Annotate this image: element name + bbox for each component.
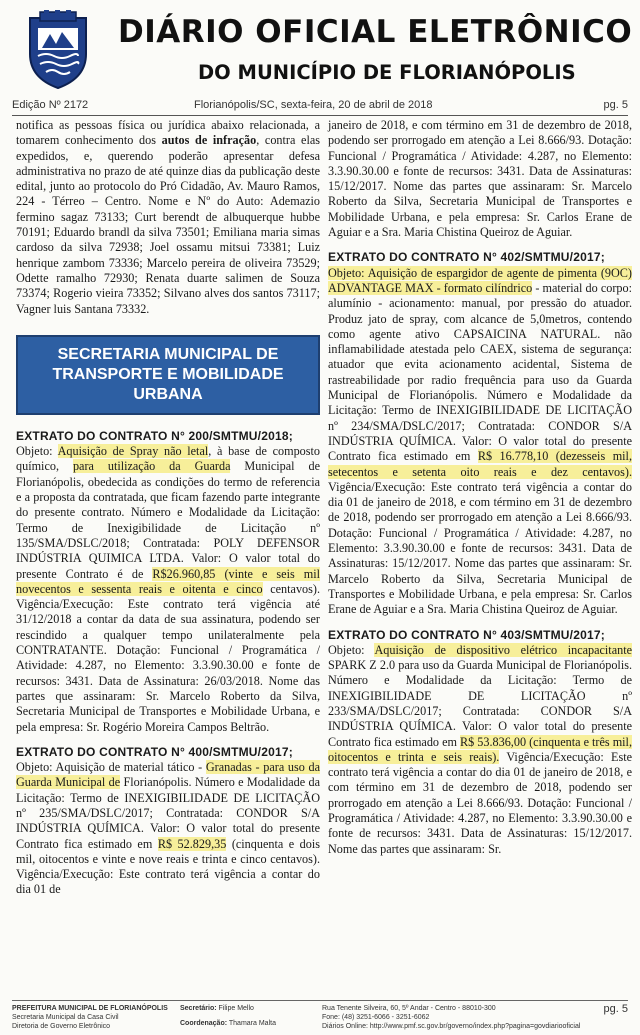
contract-200-title: EXTRATO DO CONTRATO N° 200/SMTMU/2018; xyxy=(16,428,293,443)
contract-403-body: Objeto: Aquisição de dispositivo elétrico incapacitante SPARK Z 2.0 para uso da Guarda Municipal de Florianópolis. Número e Modalidade da Licitação: Termo de INEXIGIBILIDADE DE LICITAÇÃO nº 233/SMA/DSLC/2017; Contratada: CONDOR S/A INDÚSTRIA QUÍMICA. Valor: O valor total do presente Contrato fica estimado em R$ 53.836,00 (cinquenta e três mil, oitocentos e trinta e seis reais). Vigência/Execução: Este contrato terá vigência a contar do dia 01 de janeiro de 2018, e com término em 31 de dezembro de 2018, podendo ser prorrogado em atenção a Lei 8.666/93. Dotação: Funcional / Programática / Atividade: 4.287, no Elemento: 3.3.90.30.00 e fonte de recursos: 3431. Data de Assinaturas: 15/12/2017. Nome das partes que assinaram: Sr. xyxy=(328,642,633,856)
contract-403-title: EXTRATO DO CONTRATO N° 403/SMTMU/2017; xyxy=(328,627,605,642)
highlight: R$ 16.778,10 (dezesseis mil, setecentos e setenta oito reais e dez centavos). xyxy=(328,449,632,479)
section-banner: SECRETARIA MUNICIPAL DE TRANSPORTE E MOBILIDADE URBANA xyxy=(16,335,320,415)
location-date: Florianópolis/SC, sexta-feira, 20 de abril de 2018 xyxy=(194,99,433,111)
highlight: Aquisição de dispositivo elétrico incapacitante xyxy=(374,642,632,657)
right-column xyxy=(328,118,632,857)
masthead xyxy=(0,0,640,95)
footer-org: PREFEITURA MUNICIPAL DE FLORIANÓPOLIS Secretaria Municipal da Casa Civil Diretoria de Governo Eletrônico xyxy=(12,1005,168,1030)
header-divider xyxy=(12,115,628,116)
highlight: Granadas - para uso da Guarda Municipal de xyxy=(16,760,321,790)
footer-site-link[interactable]: Diários Online: http://www.pmf.sc.gov.br/governo/index.php?pagina=govdiariooficial xyxy=(322,1023,581,1030)
municipal-coat-of-arms-icon xyxy=(22,10,94,90)
newspaper-title: DIÁRIO OFICIAL ELETRÔNICO xyxy=(118,14,633,50)
footer-page-number: pg. 5 xyxy=(603,1003,628,1015)
contract-402-title: EXTRATO DO CONTRATO N° 402/SMTMU/2017; xyxy=(328,250,605,265)
page-number: pg. 5 xyxy=(603,99,628,111)
highlight: Aquisição de Spray não letal xyxy=(57,444,209,459)
continued-paragraph: janeiro de 2018, e com término em 31 de dezembro de 2018, podendo ser prorrogado em atenção a Lei 8.666/93. Dotação: Funcional / Programática / Atividade: 4.287, no Elemento: 3.3.90.30.00 e fonte de recursos: 3431. Data de Assinaturas: 15/12/2017. Nome das partes que assinaram: Sr. Marcelo Roberto da Silva, Secretaria Municipal de Transportes e Mobilidade Urbana, e pela empresa: Sr. Carlos Erane de Aguiar e a Sra. Maria Chistina Queiroz de Aguiar. xyxy=(328,118,632,240)
highlight: Objeto: Aquisição de espargidor de agente de pimenta (9OC) ADVANTAGE MAX - formato cilíndrico xyxy=(328,265,632,295)
contract-200-body: Objeto: Aquisição de Spray não letal, à base de composto químico, para utilização da Guarda Municipal de Florianópolis, obedecida as condições do termo de referencia e a proposta da contratada, que ficam fazendo parte integrante do presente contrato. Número e Modalidade da Licitação: Termo de Inexigibilidade de Licitação nº 135/SMA/DSLC/2018; Contratada: POLY DEFENSOR INDÚSTRIA QUIMICA LTDA. Valor: O valor total do presente Contrato é de R$26.960,85 (vinte e seis mil novecentos e sessenta reais e oitenta e cinco centavos). Vigência/Execução: Este contrato terá vigência até 31/12/2018 a contar da data de sua assinatura, podendo ser rescindido a qualquer tempo unilateralmente pela CONTRATANTE. Dotação: Funcional / Programática / Atividade: 4.287, no Elemento: 3.3.90.30.00 e fonte de recursos: 3431. Data de Assinatura: 26/03/2018. Nome das partes que assinaram: Sr. Marcelo Roberto da Silva, Secretaria Municipal de Transportes e Mobilidade Urbana, e pela empresa: Sr. Rogério Moreira Campos Beltrão. xyxy=(16,444,321,734)
highlight: R$ 52.829,35 xyxy=(157,836,227,851)
left-column xyxy=(16,118,320,898)
highlight: R$26.960,85 (vinte e seis mil novecentos e sessenta reais e oitenta e cinco xyxy=(16,566,321,596)
notice-paragraph: notifica as pessoas física ou jurídica abaixo relacionada, a tomarem conhecimento dos autos de infração, contra elas expedidos, e, querendo poderão apresentar defesa administrativa no prazo de até quinze dias da publicação deste edital, junto ao protocolo do Pró Cidadão, Av. Mauro Ramos, 224 - Térreo – Centro. Nome e Nº do Auto: Ademazio fermino sagaz 73133; Curt berendt de albuquerque hubbe 70191; Eduardo brandl da silva 73501; Emiliana maria simas cardoso da silva 72938; Joel ossamu mitsui 73381; Luiz henrique zambom 73336; Marcelo pereira de oliveira 73529; Odette ramalho 72930; Renata duarte salimen de Souza 73374; Rogerio vieira 73352; Silvano alves dos santos 73117; Vagner luis Santana 73332. xyxy=(16,118,320,316)
edition-bar xyxy=(12,97,628,114)
newspaper-subtitle: DO MUNICÍPIO DE FLORIANÓPOLIS xyxy=(198,61,576,84)
footer-contact: Rua Tenente Silveira, 60, 5º Andar - Centro - 88010-300 Fone: (48) 3251-6066 - 3251-6062 Diários Online: http://www.pmf.sc.gov.br/governo/index.php?pagina=govdiariooficial xyxy=(322,1005,581,1030)
edition-number: Edição Nº 2172 xyxy=(12,99,89,111)
contract-400-title: EXTRATO DO CONTRATO N° 400/SMTMU/2017; xyxy=(16,744,293,759)
footer-staff: Secretário: Filipe Mello Coordenação: Thamara Malta xyxy=(180,1005,276,1027)
contract-400-body: Objeto: Aquisição de material tático - Granadas - para uso da Guarda Municipal de Florianópolis. Número e Modalidade da Licitação: Termo de INEXIGIBILIDADE DE LICITAÇÃO nº 235/SMA/DSLC/2017; Contratada: CONDOR S/A INDÚSTRIA QUÍMICA. Valor: O valor total do presente Contrato fica estimado em R$ 52.829,35 (cinquenta e dois mil, oitocentos e vinte e nove reais e trinta e cinco centavos). Vigência/Execução: Este contrato terá vigência a contar do dia 01 de xyxy=(16,760,321,897)
contract-402-body: Objeto: Aquisição de espargidor de agente de pimenta (9OC) ADVANTAGE MAX - formato cilíndrico - material do corpo: alumínio - acionamento: manual, por pressão do atuador. Produz jato de spray, com alcance de 5,0metros, contendo como agente ativo CAPSAICINA NATURAL. não inflamabilidade atestada pelo CAEX, sistema de segurança: atuador que evita acionamento acidental, Sistema de rastreabilidade por radio frequência para uso da Guarda Municipal de Florianópolis. Número e Modalidade da Licitação: Termo de INEXIGIBILIDADE DE LICITAÇÃO nº 234/SMA/DSLC/2017; Contratada: CONDOR S/A INDÚSTRIA QUÍMICA. Valor: O valor total do presente Contrato fica estimado em R$ 16.778,10 (dezesseis mil, setecentos e setenta oito reais e dez centavos). Vigência/Execução: Este contrato terá vigência a contar do dia 01 de janeiro de 2018, e com término em 31 de dezembro de 2018, podendo ser prorrogado em atenção a Lei 8.666/93. Dotação: Funcional / Programática / Atividade: 4.287, no Elemento: 3.3.90.30.00 e fonte de recursos: 3431. Data de Assinaturas: 15/12/2017. Nome das partes que assinaram: Sr. Marcelo Roberto da Silva, Secretaria Municipal de Transportes e Mobilidade Urbana, e pela empresa: Sr. Carlos Erane de Aguiar e a Sra. Maria Chistina Queiroz de Aguiar. xyxy=(328,265,633,617)
highlight: R$ 53.836,00 (cinquenta e três mil, oitocentos e trinta e seis reais). xyxy=(328,734,632,764)
footer xyxy=(12,1000,628,1033)
highlight: para utilização da Guarda xyxy=(72,459,231,474)
